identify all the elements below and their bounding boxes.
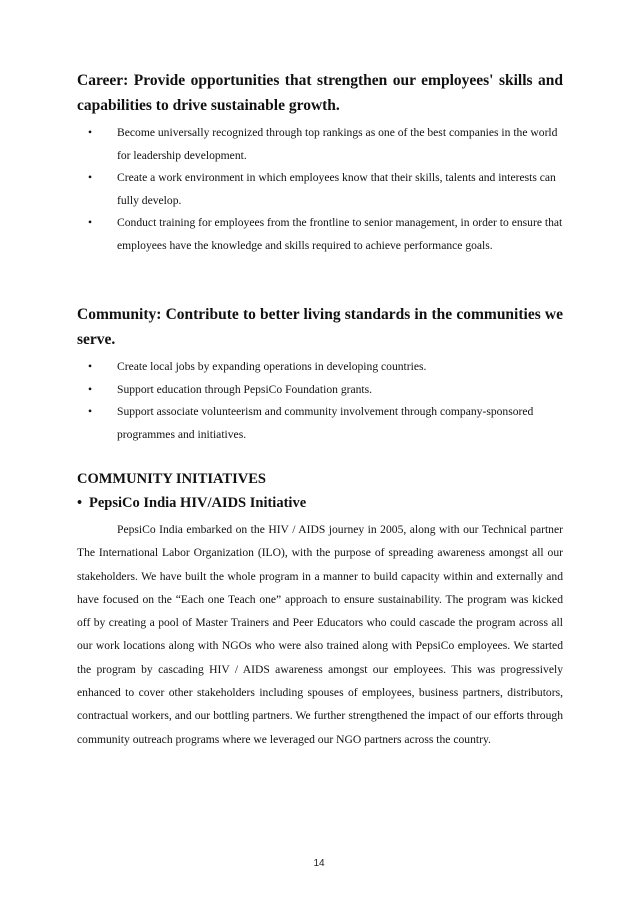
community-bullet-list (77, 356, 563, 446)
career-section (77, 68, 563, 257)
list-item: • Create a work environment in which employees know that their skills, talents and interests can fully develop. (77, 167, 563, 212)
bullet-icon: • (88, 126, 93, 139)
bullet-icon: • (88, 382, 93, 396)
list-item: • Conduct training for employees from the frontline to senior management, in order to ensure that employees have the knowledge and skills required to achieve performance goals. (77, 212, 563, 257)
list-item: • Support education through PepsiCo Foundation grants. (77, 379, 563, 402)
bullet-icon: • (88, 360, 93, 373)
list-item: • Create local jobs by expanding operations in developing countries. (77, 356, 563, 379)
initiative-paragraph: PepsiCo India embarked on the HIV / AIDS journey in 2005, along with our Technical partner The International Labor Organization (ILO), with the purpose of spreading awareness amongst all our stakeholders. We have built the whole program in a manner to build capacity within and externally and have focused on the “Each one Teach one” approach to ensure sustainability. The program was kicked off by creating a pool of Master Trainers and Peer Educators who could cascade the program across all our work locations along with NGOs who were also trained along with PepsiCo employees. We started the program by cascading HIV / AIDS awareness amongst our employees. This was progressively enhanced to cover other stakeholders including spouses of employees, business partners, distributors, contractual workers, and our bottling partners. We further strengthened the impact of our efforts through community outreach programs where we leveraged our NGO partners across the country. (77, 523, 563, 746)
initiatives-section (77, 468, 563, 751)
bullet-icon: • (88, 171, 93, 184)
list-item: • Become universally recognized through top rankings as one of the best companies in the world for leadership development. (77, 122, 563, 167)
page-number: 14 (313, 858, 325, 869)
community-heading: Community: Contribute to better living standards in the communities we serve. (77, 306, 563, 348)
career-heading: Career: Provide opportunities that strengthen our employees' skills and capabilities to drive sustainable growth. (77, 72, 563, 114)
section-title: COMMUNITY INITIATIVES (77, 471, 266, 487)
bullet-icon: • (77, 495, 83, 511)
bullet-icon: • (88, 216, 93, 229)
list-item: • Support associate volunteerism and community involvement through company-sponsored programmes and initiatives. (77, 401, 563, 446)
career-bullet-list (77, 122, 563, 257)
bullet-icon: • (88, 405, 93, 418)
community-section (77, 302, 563, 446)
initiative-subheading: • PepsiCo India HIV/AIDS Initiative (77, 492, 563, 514)
